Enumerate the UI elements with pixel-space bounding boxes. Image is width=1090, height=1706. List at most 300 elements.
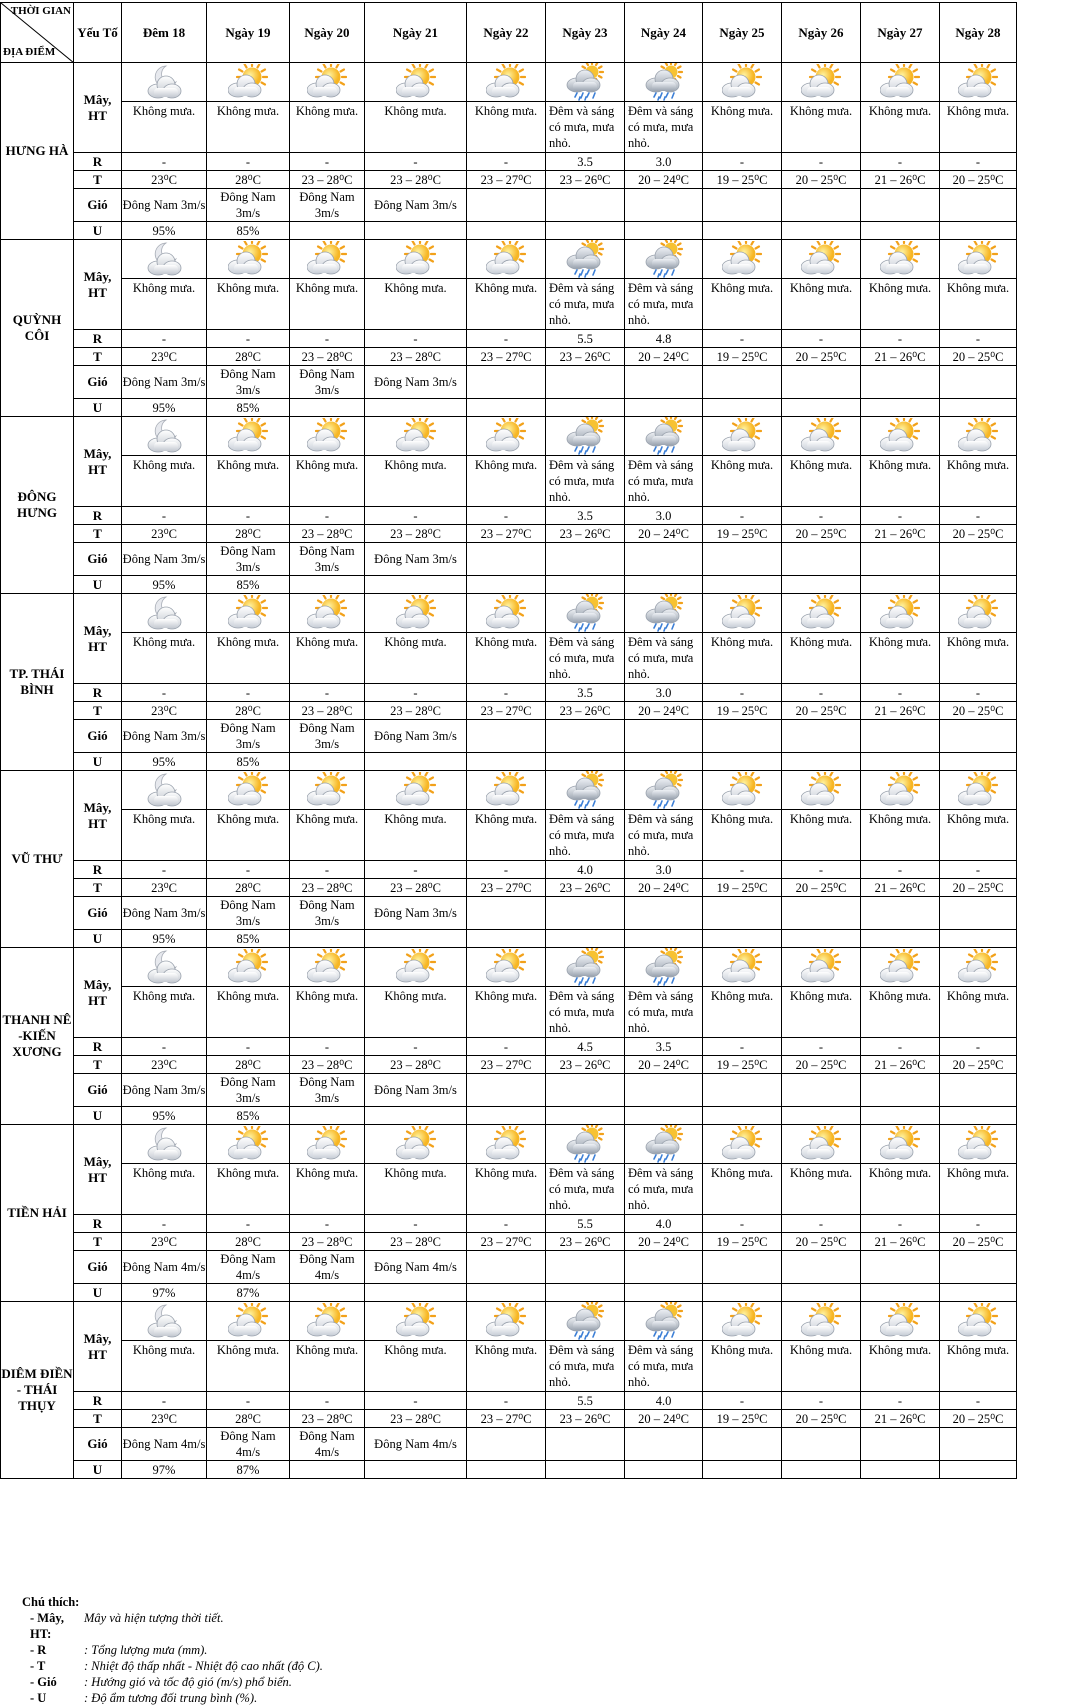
weather-description: Không mưa. [940, 1341, 1017, 1392]
weather-icon-cell [365, 417, 467, 456]
weather-description: Không mưa. [290, 810, 365, 861]
temperature-value: 20 – 25⁰C [782, 879, 861, 897]
temperature-value: 21 – 26⁰C [861, 1233, 940, 1251]
wind-value-day21: Đông Nam 3m/s [365, 366, 467, 399]
cloud-rain-icon [565, 251, 605, 265]
humidity-value: 95% [122, 222, 207, 240]
empty-cell [546, 222, 625, 240]
row-label-wind: Gió [74, 1251, 122, 1284]
rain-value: - [122, 507, 207, 525]
wind-row [1, 1251, 1017, 1284]
empty-cell [703, 222, 782, 240]
temperature-value: 20 – 24⁰C [625, 525, 703, 543]
weather-icon-cell [625, 771, 703, 810]
wind-value: Đông Nam 3m/s [290, 720, 365, 753]
weather-icon-cell [122, 417, 207, 456]
empty-cell [546, 366, 625, 399]
empty-cell [467, 1461, 546, 1479]
temperature-value: 20 – 25⁰C [782, 702, 861, 720]
rain-value: - [207, 507, 290, 525]
humidity-value: 85% [207, 222, 290, 240]
sun-cloud-icon [396, 1136, 436, 1150]
weather-description: Đêm và sáng có mưa, mưa nhỏ. [546, 456, 625, 507]
weather-icon-cell [207, 417, 290, 456]
empty-cell [467, 366, 546, 399]
sun-cloud-icon [880, 1313, 920, 1327]
weather-icon-cell [122, 1125, 207, 1164]
empty-cell [861, 1428, 940, 1461]
temperature-value: 23⁰C [122, 1410, 207, 1428]
sun-cloud-icon [228, 74, 268, 88]
row-label-humidity: U [74, 1284, 122, 1302]
temperature-value: 23⁰C [122, 1056, 207, 1074]
empty-cell [861, 897, 940, 930]
empty-cell [703, 189, 782, 222]
forecast-table [0, 2, 1017, 1479]
rain-row [1, 1215, 1017, 1233]
sky-text-row [1, 456, 1017, 507]
row-label-humidity: U [74, 399, 122, 417]
temperature-value: 20 – 24⁰C [625, 1233, 703, 1251]
empty-cell [546, 720, 625, 753]
note-value: : Hướng gió và tốc độ gió (m/s) phổ biến. [84, 1675, 292, 1689]
sun-cloud-icon [801, 428, 841, 442]
humidity-value: 85% [207, 576, 290, 594]
row-label-rain: R [74, 153, 122, 171]
cloud-rain-icon [644, 605, 684, 619]
empty-cell [290, 1284, 365, 1302]
empty-cell [782, 366, 861, 399]
weather-description: Đêm và sáng có mưa, mưa nhỏ. [625, 633, 703, 684]
sun-cloud-icon [958, 251, 998, 265]
weather-description: Không mưa. [290, 102, 365, 153]
temperature-value: 28⁰C [207, 879, 290, 897]
weather-description: Không mưa. [290, 987, 365, 1038]
row-label-sky: Mây, HT [74, 1302, 122, 1392]
empty-cell [861, 753, 940, 771]
empty-cell [861, 930, 940, 948]
weather-description: Đêm và sáng có mưa, mưa nhỏ. [546, 987, 625, 1038]
temperature-value: 23 – 28⁰C [365, 525, 467, 543]
location-name: THANH NÊ -KIẾN XƯƠNG [1, 948, 74, 1125]
weather-icon-cell [365, 240, 467, 279]
row-label-sky: Mây, HT [74, 771, 122, 861]
rain-value: - [207, 153, 290, 171]
weather-description: Không mưa. [290, 456, 365, 507]
empty-cell [782, 576, 861, 594]
empty-cell [940, 1074, 1017, 1107]
weather-icon-cell [782, 594, 861, 633]
rain-value: - [207, 330, 290, 348]
weather-description: Không mưa. [861, 102, 940, 153]
sky-text-row [1, 810, 1017, 861]
wind-value: Đông Nam 3m/s [290, 1074, 365, 1107]
col-header-9: Ngày 27 [861, 3, 940, 63]
humidity-value: 85% [207, 1107, 290, 1125]
empty-cell [861, 1251, 940, 1284]
humidity-row [1, 576, 1017, 594]
temperature-value: 23 – 26⁰C [546, 348, 625, 366]
weather-icon-cell [861, 1125, 940, 1164]
sun-cloud-icon [801, 605, 841, 619]
sun-cloud-icon [722, 959, 762, 973]
empty-cell [625, 930, 703, 948]
sun-cloud-icon [307, 1136, 347, 1150]
weather-icon-cell [122, 240, 207, 279]
temperature-row [1, 1056, 1017, 1074]
temperature-value: 20 – 24⁰C [625, 1410, 703, 1428]
empty-cell [703, 1461, 782, 1479]
empty-cell [940, 1428, 1017, 1461]
rain-value: 3.0 [625, 153, 703, 171]
temperature-row [1, 348, 1017, 366]
sun-cloud-icon [228, 959, 268, 973]
weather-description: Đêm và sáng có mưa, mưa nhỏ. [625, 987, 703, 1038]
rain-value: - [703, 861, 782, 879]
weather-description: Không mưa. [940, 987, 1017, 1038]
wind-value-day21: Đông Nam 3m/s [365, 543, 467, 576]
empty-cell [861, 366, 940, 399]
weather-icon-cell [625, 63, 703, 102]
weather-icon-cell [207, 63, 290, 102]
weather-icon-cell [290, 948, 365, 987]
temperature-value: 19 – 25⁰C [703, 1410, 782, 1428]
rain-value: - [207, 1215, 290, 1233]
rain-value: 4.5 [546, 1038, 625, 1056]
temperature-value: 21 – 26⁰C [861, 702, 940, 720]
wind-value-day21: Đông Nam 4m/s [365, 1251, 467, 1284]
temperature-value: 20 – 24⁰C [625, 1056, 703, 1074]
empty-cell [782, 1251, 861, 1284]
weather-description: Không mưa. [782, 987, 861, 1038]
weather-icon-cell [467, 594, 546, 633]
sun-cloud-icon [880, 74, 920, 88]
temperature-value: 23 – 27⁰C [467, 171, 546, 189]
temperature-value: 20 – 25⁰C [782, 1233, 861, 1251]
temperature-value: 23 – 28⁰C [290, 1056, 365, 1074]
rain-row [1, 684, 1017, 702]
sky-icon-row [1, 63, 1017, 102]
rain-value: - [940, 1038, 1017, 1056]
empty-cell [625, 1428, 703, 1461]
wind-value-day21: Đông Nam 3m/s [365, 189, 467, 222]
weather-description: Không mưa. [861, 987, 940, 1038]
temperature-value: 21 – 26⁰C [861, 879, 940, 897]
empty-cell [365, 1284, 467, 1302]
col-header-1: Ngày 19 [207, 3, 290, 63]
sun-cloud-icon [486, 74, 526, 88]
row-label-wind: Gió [74, 189, 122, 222]
empty-cell [940, 222, 1017, 240]
col-header-5: Ngày 23 [546, 3, 625, 63]
empty-cell [546, 1107, 625, 1125]
weather-icon-cell [546, 240, 625, 279]
empty-cell [546, 576, 625, 594]
temperature-value: 21 – 26⁰C [861, 171, 940, 189]
sun-cloud-icon [722, 251, 762, 265]
wind-value: Đông Nam 3m/s [122, 366, 207, 399]
weather-icon-cell [467, 1302, 546, 1341]
empty-cell [365, 222, 467, 240]
sun-cloud-icon [486, 1313, 526, 1327]
weather-description: Không mưa. [467, 810, 546, 861]
location-name: DIÊM ĐIỀN - THÁI THỤY [1, 1302, 74, 1479]
empty-cell [703, 399, 782, 417]
empty-cell [625, 576, 703, 594]
temperature-value: 23 – 28⁰C [290, 1233, 365, 1251]
empty-cell [782, 1461, 861, 1479]
sun-cloud-icon [958, 959, 998, 973]
note-item [22, 1658, 323, 1674]
empty-cell [703, 1251, 782, 1284]
empty-cell [625, 543, 703, 576]
empty-cell [546, 1428, 625, 1461]
row-label-temp: T [74, 1233, 122, 1251]
sun-cloud-icon [880, 959, 920, 973]
weather-description: Không mưa. [782, 633, 861, 684]
location-name: QUỲNH CÔI [1, 240, 74, 417]
weather-description: Không mưa. [940, 456, 1017, 507]
sun-cloud-icon [486, 782, 526, 796]
sky-icon-row [1, 594, 1017, 633]
rain-value: 3.0 [625, 684, 703, 702]
rain-row [1, 861, 1017, 879]
legend-notes [22, 1594, 323, 1706]
weather-description: Không mưa. [365, 279, 467, 330]
rain-value: - [782, 1215, 861, 1233]
sun-cloud-icon [958, 605, 998, 619]
sun-cloud-icon [228, 605, 268, 619]
rain-value: - [940, 1215, 1017, 1233]
note-value: : Tổng lượng mưa (mm). [84, 1643, 208, 1657]
temperature-value: 19 – 25⁰C [703, 1056, 782, 1074]
weather-description: Đêm và sáng có mưa, mưa nhỏ. [546, 1341, 625, 1392]
empty-cell [467, 1107, 546, 1125]
empty-cell [782, 930, 861, 948]
temperature-value: 23 – 28⁰C [365, 1056, 467, 1074]
weather-icon-cell [365, 1302, 467, 1341]
empty-cell [625, 753, 703, 771]
row-label-temp: T [74, 525, 122, 543]
wind-row [1, 543, 1017, 576]
sun-cloud-icon [801, 1136, 841, 1150]
weather-description: Đêm và sáng có mưa, mưa nhỏ. [625, 810, 703, 861]
weather-description: Không mưa. [703, 1341, 782, 1392]
weather-icon-cell [861, 240, 940, 279]
sun-cloud-icon [880, 605, 920, 619]
empty-cell [467, 720, 546, 753]
empty-cell [467, 189, 546, 222]
rain-value: 4.0 [625, 1215, 703, 1233]
weather-icon-cell [467, 417, 546, 456]
col-header-4: Ngày 22 [467, 3, 546, 63]
temperature-value: 23 – 27⁰C [467, 348, 546, 366]
temperature-value: 20 – 25⁰C [782, 348, 861, 366]
empty-cell [703, 366, 782, 399]
temperature-value: 23 – 27⁰C [467, 1056, 546, 1074]
temperature-value: 23 – 28⁰C [290, 1410, 365, 1428]
empty-cell [861, 1461, 940, 1479]
weather-icon-cell [625, 240, 703, 279]
empty-cell [861, 1107, 940, 1125]
weather-description: Không mưa. [365, 102, 467, 153]
cloud-rain-icon [644, 959, 684, 973]
weather-icon-cell [122, 1302, 207, 1341]
wind-value: Đông Nam 3m/s [122, 189, 207, 222]
empty-cell [625, 1284, 703, 1302]
rain-value: 3.5 [625, 1038, 703, 1056]
empty-cell [290, 753, 365, 771]
temperature-value: 23 – 28⁰C [290, 348, 365, 366]
temperature-value: 19 – 25⁰C [703, 348, 782, 366]
temperature-value: 20 – 25⁰C [940, 1410, 1017, 1428]
col-header-6: Ngày 24 [625, 3, 703, 63]
humidity-value: 87% [207, 1461, 290, 1479]
empty-cell [546, 399, 625, 417]
empty-cell [467, 399, 546, 417]
weather-description: Không mưa. [467, 279, 546, 330]
empty-cell [546, 543, 625, 576]
humidity-value: 87% [207, 1284, 290, 1302]
weather-icon-cell [365, 1125, 467, 1164]
empty-cell [625, 189, 703, 222]
temperature-value: 20 – 24⁰C [625, 171, 703, 189]
wind-value: Đông Nam 4m/s [290, 1251, 365, 1284]
rain-value: - [122, 1215, 207, 1233]
rain-value: 4.0 [546, 861, 625, 879]
empty-cell [703, 1107, 782, 1125]
sky-icon-row [1, 417, 1017, 456]
empty-cell [365, 753, 467, 771]
weather-icon-cell [782, 240, 861, 279]
weather-description: Không mưa. [122, 456, 207, 507]
weather-icon-cell [207, 948, 290, 987]
rain-value: 5.5 [546, 1215, 625, 1233]
empty-cell [546, 930, 625, 948]
empty-cell [940, 720, 1017, 753]
cloud-rain-icon [644, 1313, 684, 1327]
row-label-rain: R [74, 1215, 122, 1233]
weather-description: Không mưa. [940, 279, 1017, 330]
wind-value-day21: Đông Nam 3m/s [365, 1074, 467, 1107]
rain-value: - [940, 330, 1017, 348]
humidity-row [1, 1284, 1017, 1302]
humidity-value: 97% [122, 1461, 207, 1479]
empty-cell [703, 897, 782, 930]
weather-description: Đêm và sáng có mưa, mưa nhỏ. [546, 633, 625, 684]
temperature-value: 20 – 24⁰C [625, 348, 703, 366]
weather-description: Không mưa. [703, 810, 782, 861]
moon-cloud-icon [144, 428, 184, 442]
empty-cell [290, 222, 365, 240]
rain-value: 4.8 [625, 330, 703, 348]
rain-value: - [861, 507, 940, 525]
humidity-value: 95% [122, 399, 207, 417]
weather-description: Không mưa. [365, 810, 467, 861]
weather-description: Không mưa. [782, 102, 861, 153]
weather-description: Không mưa. [207, 102, 290, 153]
temperature-value: 20 – 25⁰C [782, 525, 861, 543]
rain-value: - [290, 153, 365, 171]
rain-value: - [290, 330, 365, 348]
sun-cloud-icon [801, 251, 841, 265]
sky-text-row [1, 102, 1017, 153]
empty-cell [782, 753, 861, 771]
weather-icon-cell [940, 1302, 1017, 1341]
rain-value: - [467, 507, 546, 525]
weather-icon-cell [467, 240, 546, 279]
row-label-rain: R [74, 330, 122, 348]
weather-icon-cell [365, 948, 467, 987]
temperature-value: 28⁰C [207, 1056, 290, 1074]
humidity-row [1, 753, 1017, 771]
sun-cloud-icon [307, 1313, 347, 1327]
rain-value: - [290, 684, 365, 702]
sun-cloud-icon [307, 782, 347, 796]
humidity-value: 95% [122, 753, 207, 771]
moon-cloud-icon [144, 1313, 184, 1327]
sky-icon-row [1, 1302, 1017, 1341]
empty-cell [625, 1107, 703, 1125]
rain-value: - [365, 153, 467, 171]
sun-cloud-icon [396, 605, 436, 619]
temperature-value: 23 – 26⁰C [546, 702, 625, 720]
weather-description: Không mưa. [365, 1341, 467, 1392]
rain-value: - [207, 1392, 290, 1410]
rain-value: - [782, 684, 861, 702]
weather-icon-cell [546, 63, 625, 102]
temperature-row [1, 879, 1017, 897]
temperature-value: 23 – 27⁰C [467, 702, 546, 720]
humidity-value: 85% [207, 930, 290, 948]
sun-cloud-icon [396, 782, 436, 796]
sun-cloud-icon [228, 428, 268, 442]
empty-cell [625, 1074, 703, 1107]
sun-cloud-icon [228, 782, 268, 796]
wind-row [1, 1074, 1017, 1107]
weather-icon-cell [940, 948, 1017, 987]
wind-row [1, 366, 1017, 399]
empty-cell [782, 189, 861, 222]
weather-icon-cell [122, 771, 207, 810]
weather-icon-cell [625, 948, 703, 987]
weather-description: Đêm và sáng có mưa, mưa nhỏ. [546, 102, 625, 153]
sun-cloud-icon [307, 428, 347, 442]
row-label-humidity: U [74, 222, 122, 240]
wind-row [1, 1428, 1017, 1461]
weather-icon-cell [782, 63, 861, 102]
temperature-value: 23 – 26⁰C [546, 1410, 625, 1428]
rain-value: - [467, 1392, 546, 1410]
weather-description: Không mưa. [782, 279, 861, 330]
sun-cloud-icon [801, 74, 841, 88]
row-label-temp: T [74, 702, 122, 720]
temperature-value: 23 – 28⁰C [365, 1410, 467, 1428]
weather-description: Đêm và sáng có mưa, mưa nhỏ. [625, 1164, 703, 1215]
weather-icon-cell [703, 948, 782, 987]
weather-description: Không mưa. [861, 633, 940, 684]
temperature-value: 20 – 25⁰C [940, 879, 1017, 897]
col-header-3: Ngày 21 [365, 3, 467, 63]
empty-cell [782, 720, 861, 753]
temperature-value: 20 – 25⁰C [940, 702, 1017, 720]
weather-description: Không mưa. [207, 1164, 290, 1215]
rain-value: - [940, 684, 1017, 702]
wind-row [1, 897, 1017, 930]
row-label-wind: Gió [74, 720, 122, 753]
sun-cloud-icon [486, 959, 526, 973]
weather-description: Không mưa. [703, 987, 782, 1038]
